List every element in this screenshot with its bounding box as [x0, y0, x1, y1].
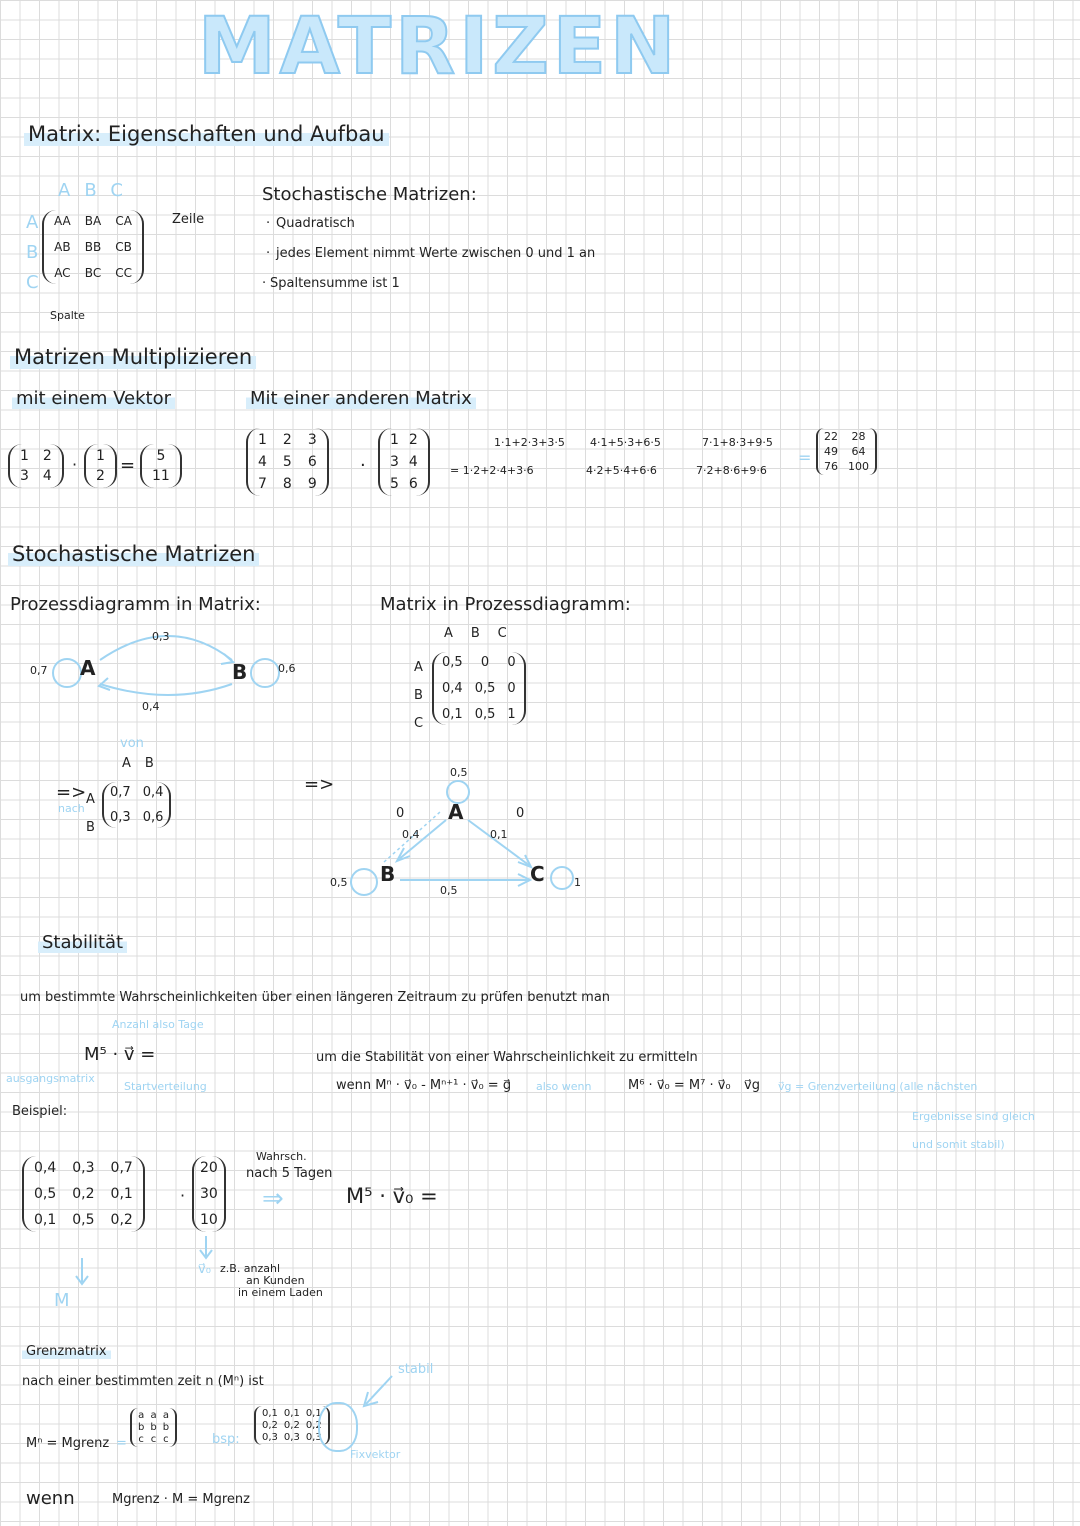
right-heading: Matrix in Prozessdiagramm: [380, 594, 631, 615]
zeile-label: Zeile [172, 212, 205, 227]
also-wenn: also wenn [536, 1080, 592, 1093]
grenz-formula: Mⁿ = Mgrenz [26, 1436, 110, 1451]
anzahl-note-2: an Kunden [246, 1274, 305, 1287]
calc-5: 4·2+5·4+6·6 [586, 464, 657, 477]
mm-matrix-a: 1 2 3 4 5 6 7 8 9 [246, 428, 329, 496]
loop-c2-label: 1 [574, 876, 581, 889]
wahrsch-label: Wahrsch. [256, 1150, 307, 1163]
node-a2: A [448, 800, 464, 824]
mm-matrix-b: 1 2 3 4 5 6 [378, 428, 430, 496]
calc-4: = 1·2+2·4+3·6 [450, 464, 534, 477]
grenz-3: und somit stabil) [912, 1138, 1005, 1151]
edge-ba-label: 0,4 [142, 700, 160, 713]
section-heading-stochastisch: Stochastische Matrizen [8, 542, 259, 566]
calc-3: 7·1+8·3+9·5 [702, 436, 773, 449]
wenn-label: wenn [26, 1488, 75, 1509]
right-matrix: 0,5 0 0 0,4 0,5 0 0,1 0,5 1 [432, 652, 526, 725]
loop-b-label: 0,6 [278, 662, 296, 675]
von-label: von [120, 736, 144, 751]
also-formula: M⁶ · v⃗₀ = M⁷ · v⃗₀ [628, 1078, 731, 1093]
formula-m5: M⁵ · v⃗ = [84, 1044, 156, 1065]
m-label: M [54, 1290, 70, 1311]
anzahl-tage: Anzahl also Tage [112, 1018, 204, 1031]
stoch-point-1: Quadratisch [276, 216, 355, 231]
last-formula: Mgrenz · M = Mgrenz [112, 1492, 250, 1507]
vec-eq: = [120, 455, 136, 476]
row-header: A B C [26, 212, 39, 293]
wenn-formula: wenn Mⁿ · v⃗₀ - Mⁿ⁺¹ · v⃗₀ = g⃗ [336, 1078, 512, 1093]
col-header: ABC [58, 180, 137, 201]
section-heading-multiplizieren: Matrizen Multiplizieren [10, 345, 256, 369]
loop-b [250, 658, 280, 688]
bsp-matrix: 0,1 0,1 0,1 0,2 0,2 0,2 0,3 0,3 0,3 [254, 1406, 330, 1445]
page-title: MATRIZEN [198, 2, 680, 92]
stabil-intro: um bestimmte Wahrscheinlichkeiten über einen längeren Zeitraum zu prüfen benutzt man [20, 990, 611, 1005]
section-heading-eigenschaften: Matrix: Eigenschaften und Aufbau [24, 122, 389, 146]
v-label: v⃗₀ [198, 1262, 211, 1277]
node-c2: C [530, 862, 545, 886]
grenz-eq: = [116, 1436, 127, 1451]
spalte-label: Spalte [50, 309, 85, 322]
structure-matrix: AA BA CA AB BB CB AC BC CC [42, 210, 144, 284]
loop-b2-label: 0,5 [330, 876, 348, 889]
node-a: A [80, 656, 96, 680]
bsp-label: bsp: [212, 1432, 240, 1447]
calc-1: 1·1+2·3+3·5 [494, 436, 565, 449]
calc-6: 7·2+8·6+9·6 [696, 464, 767, 477]
node-b: B [232, 660, 248, 684]
implies-left: => [56, 782, 87, 803]
fixvektor-label: Fixvektor [350, 1448, 401, 1461]
beispiel: Beispiel: [12, 1104, 68, 1119]
loop-c2 [550, 866, 574, 890]
grenz-1: v⃗g = Grenzverteilung (alle nächsten [778, 1080, 978, 1093]
ba-zero: 0 [396, 806, 405, 821]
nach-label: nach [58, 802, 85, 815]
stabil-text: um die Stabilität von einer Wahrscheinlichkeit zu ermitteln [316, 1050, 698, 1065]
calc-2: 4·1+5·3+6·5 [590, 436, 661, 449]
grenz-2: Ergebnisse sind gleich [912, 1110, 1035, 1123]
fixvektor-circle [318, 1402, 358, 1452]
implies-big: => [304, 774, 335, 795]
example-matrix: 0,4 0,3 0,7 0,5 0,2 0,1 0,1 0,5 0,2 [22, 1156, 145, 1232]
matrix-label: Mit einer anderen Matrix [246, 388, 476, 409]
stoch-point-3: Spaltensumme ist 1 [270, 276, 400, 291]
grenz-matrix: a a a b b b c c c [130, 1408, 177, 1447]
loop-a2-label: 0,5 [450, 766, 468, 779]
result-formula: M⁵ · v⃗₀ = [346, 1184, 438, 1208]
edge-bc2-label: 0,5 [440, 884, 458, 897]
grenz-vg: v⃗g [744, 1078, 760, 1093]
edge-ab-label: 0,3 [152, 630, 170, 643]
edge-ac2-label: 0,1 [490, 828, 508, 841]
section-heading-grenzmatrix: Grenzmatrix [22, 1344, 111, 1359]
ausgangsmatrix: ausgangsmatrix [6, 1072, 95, 1085]
anzahl-note-3: in einem Laden [238, 1286, 323, 1299]
edge-ab2-label: 0,4 [402, 828, 420, 841]
example-vector: 20 30 10 [192, 1156, 226, 1232]
nach-tagen: nach 5 Tagen [246, 1166, 333, 1181]
vec-label: mit einem Vektor [12, 388, 175, 409]
vec-result: 5 11 [140, 444, 182, 488]
grenz-line: nach einer bestimmten zeit n (Mⁿ) ist [22, 1374, 264, 1389]
stoch-heading: Stochastische Matrizen: [262, 184, 477, 205]
startverteilung: Startverteilung [124, 1080, 207, 1093]
node-b2: B [380, 862, 396, 886]
section-heading-stabilitaet: Stabilität [38, 932, 127, 953]
mm-result: 22 28 49 64 76 100 [816, 428, 877, 475]
ca-zero: 0 [516, 806, 525, 821]
loop-a [52, 658, 82, 688]
left-heading: Prozessdiagramm in Matrix: [10, 594, 261, 615]
loop-b2 [350, 868, 378, 896]
anzahl-note-1: z.B. anzahl [220, 1262, 281, 1275]
stabil-label: stabil [398, 1362, 434, 1377]
loop-a-label: 0,7 [30, 664, 48, 677]
left-matrix: 0,7 0,4 0,3 0,6 [102, 782, 171, 828]
stoch-point-2: jedes Element nimmt Werte zwischen 0 und 1 an [276, 246, 596, 261]
vec-vector: 1 2 [84, 444, 117, 488]
vec-matrix: 1 2 3 4 [8, 444, 64, 488]
